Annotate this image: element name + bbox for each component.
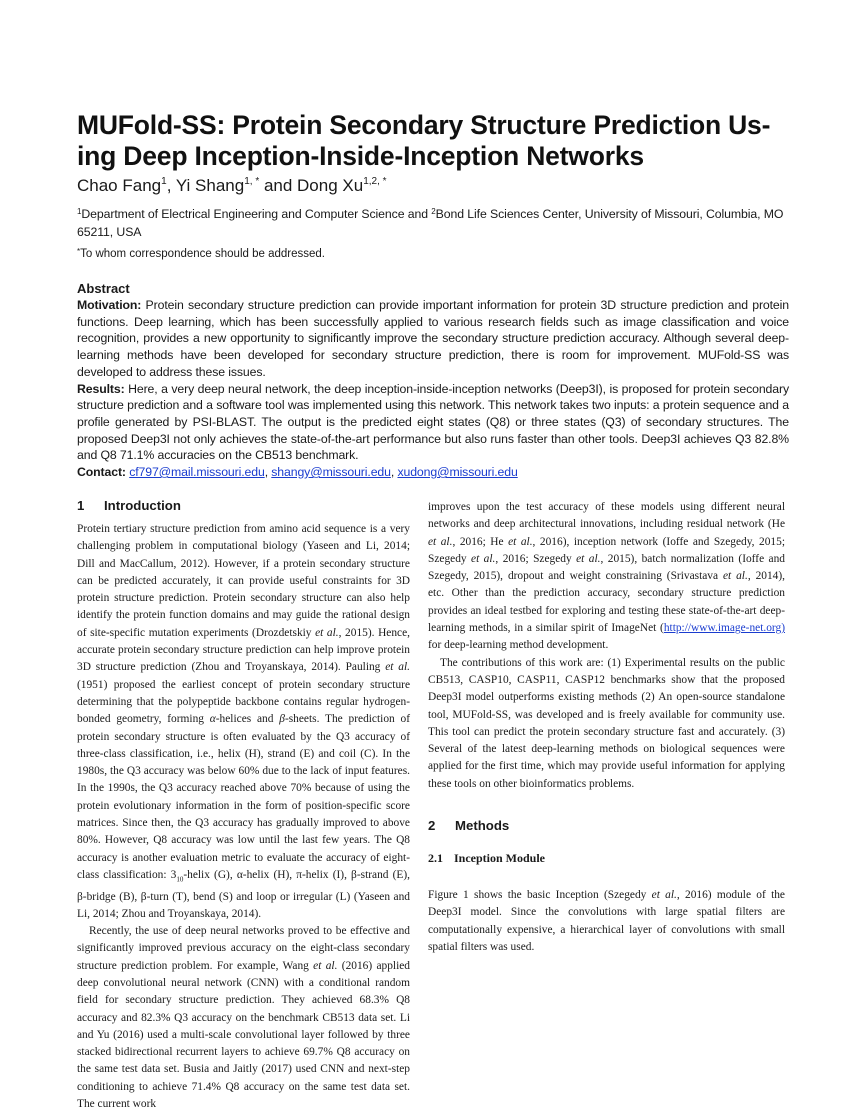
affiliations: $^1$Department of Electrical Engineering and Computer Science and $^2$Bond Life Sciences Center, University of Missouri, Columbia, MO 65211, USA bbox=[77, 207, 784, 239]
intro-paragraph-3: improves upon the test accuracy of these models using different neural networks and deep architectural innovations, including residual network (He et al., 2016; He et al., 2016), inception network (Ioffe and Szegedy, 2015; Szegedy et al., 2016; Szegedy et al., 2015), batch normalization (Ioffe and Szegedy, 2015), dropout and weight constraining (Srivastava et al., 2014), etc. Other than the prediction accuracy, secondary structure prediction provides an ideal testbed for exploring and testing these state-of-the-art deep-learning methods, in a similar spirit of ImageNet (http://www.image-net.org) for deep-learning method development. bbox=[428, 501, 786, 652]
title-line-2: ing Deep Inception-Inside-Inception Networks bbox=[77, 141, 644, 171]
abstract-results: Results: Here, a very deep neural network, the deep inception-inside-inception networks (Deep3I), is proposed for protein secondary structure prediction and a software tool was implemented using this network. This network takes two inputs: a protein sequence and a profile generated by PSI-BLAST. The output is the predicted eight states (Q8) or three states (Q3) of secondary structures. The proposed Deep3I not only achieves the state-of-the-art performance but also runs faster than other tools. Deep3I achieves Q3 82.8% and Q8 71.1% accuracies on the CB513 benchmark. bbox=[77, 381, 789, 463]
left-column bbox=[77, 497, 410, 1113]
abstract-contact: Contact: cf797@mail.missouri.edu, shangy@missouri.edu, xudong@missouri.edu bbox=[77, 465, 518, 480]
subsection-heading-inception-module: 2.1 Inception Module bbox=[428, 851, 546, 866]
abstract-body bbox=[77, 297, 789, 481]
abstract-heading: Abstract bbox=[77, 281, 130, 296]
imagenet-link[interactable]: http://www.image-net.org) bbox=[663, 622, 785, 635]
author-affiliation-marker: 1, * bbox=[244, 176, 260, 187]
contact-email-link[interactable]: shangy@missouri.edu bbox=[271, 465, 391, 480]
correspondence-note: *To whom correspondence should be addressed. bbox=[77, 247, 325, 260]
intro-paragraph-4: The contributions of this work are: (1) Experimental results on the public CB513, CASP10, CASP11, CASP12 benchmarks show that the proposed Deep3I model outperforms existing methods (2) An open-source standalone tool, MUFold-SS, was developed and is freely available for community use. This tool can predict the protein secondary structure fast and accurately. (3) Several of the latest deep-learning methods on biological sequences were applied for the first time, which may provide useful information for applying these tools on other bioinformatics problems. bbox=[428, 656, 785, 790]
intro-paragraph-1: Protein tertiary structure prediction from amino acid sequence is a very challenging problem in computational biology (Yaseen and Li, 2014; Dill and MacCallum, 2012). However, if a protein secondary structure can be predicted accurately, it can provide useful constraints for 3D protein structure prediction. Protein secondary structure can also help identify the protein function domains and may guide the rational design of site-specific mutation experiments (Drozdetskiy et al., 2015). Hence, accurate protein secondary structure prediction can help improve protein 3D structure prediction (Zhou and Troyanskaya, 2014). Pauling et al. (1951) proposed the earliest concept of protein secondary structure determining that the polypeptide backbone contains regular hydrogen-bonded geometry, forming α-helices and β-sheets. The prediction of protein secondary structure is often evaluated by the Q3 accuracy of three-class classification, i.e., helix (H), strand (E) and coil (C). In the 1980s, the Q3 accuracy was below 60% due to the lack of input features. In the 1990s, the Q3 accuracy reached above 70% because of using the protein evolutionary information in the form of position-specific score matrices. Since then, the Q3 accuracy has gradually improved to above 80%. However, Q8 accuracy was low until the last few years. The Q8 accuracy is another evaluation metric to evaluate the accuracy of eight-class classification: $3_{10}$-helix (G), α-helix (H), π-helix (I), β-strand (E), β-bridge (B), β-turn (T), bend (S) and loop or irregular (L) (Yaseen and Li, 2014; Zhou and Troyanskaya, 2014). bbox=[77, 523, 411, 920]
author-list: Chao Fang$^1$, Yi Shang$^{1, *}$ and Dong $Xu^{1,2, *}$ bbox=[77, 176, 387, 195]
contact-email-link[interactable]: cf797@mail.missouri.edu bbox=[129, 465, 265, 480]
contact-email-link[interactable]: xudong@missouri.edu bbox=[397, 465, 518, 480]
paper-title bbox=[77, 110, 789, 172]
intro-paragraph-2: Recently, the use of deep neural networks proved to be effective and significantly improved previous accuracy on the eight-class secondary structure prediction problem. For example, Wang et al. (2016) applied deep convolutional neural network (CNN) with a conditional random field for secondary structure prediction. They achieved 68.3% Q8 accuracy and 82.3% Q3 accuracy on the benchmark CB513 data set. Li and Yu (2016) used a multi-scale convolutional layer followed by three stacked bidirectional recurrent layers to achieve 69.7% Q8 accuracy on the same test data set. Busia and Jaitly (2017) used CNN and next-step conditioning to achieve 71.4% Q8 accuracy on the same test data set. The current work bbox=[77, 925, 410, 1111]
author-name: Yi Shang bbox=[175, 176, 245, 195]
author-name: Chao Fang bbox=[77, 176, 162, 195]
methods-paragraph-1: Figure 1 shows the basic Inception (Szegedy et al., 2016) module of the Deep3I model. Since the convolutions with large spatial filters are computationally expensive, a hierarchical layer of convolutions with small spatial filters was used. bbox=[428, 889, 785, 953]
right-column bbox=[428, 499, 785, 956]
author-affiliation-marker: 1,2, * bbox=[363, 176, 387, 187]
title-line-1: MUFold-SS: Protein Secondary Structure Prediction Us- bbox=[77, 110, 771, 140]
section-heading-introduction: 1 Introduction bbox=[77, 498, 181, 513]
abstract-motivation: Motivation: Protein secondary structure prediction can provide important information for protein 3D structure prediction and protein functions. Deep learning, which has been successfully applied to various research fields such as image classification and voice recognition, provides a new opportunity to significantly improve the secondary structure prediction accuracy. Although several deep-learning methods have been developed for secondary structure prediction, there is room for improvement. MUFold-SS was developed to address these issues. bbox=[77, 298, 789, 379]
section-heading-methods: 2 Methods bbox=[428, 818, 510, 834]
author-affiliation-marker: 1 bbox=[161, 176, 167, 187]
author-name: Dong Xu bbox=[297, 176, 364, 195]
